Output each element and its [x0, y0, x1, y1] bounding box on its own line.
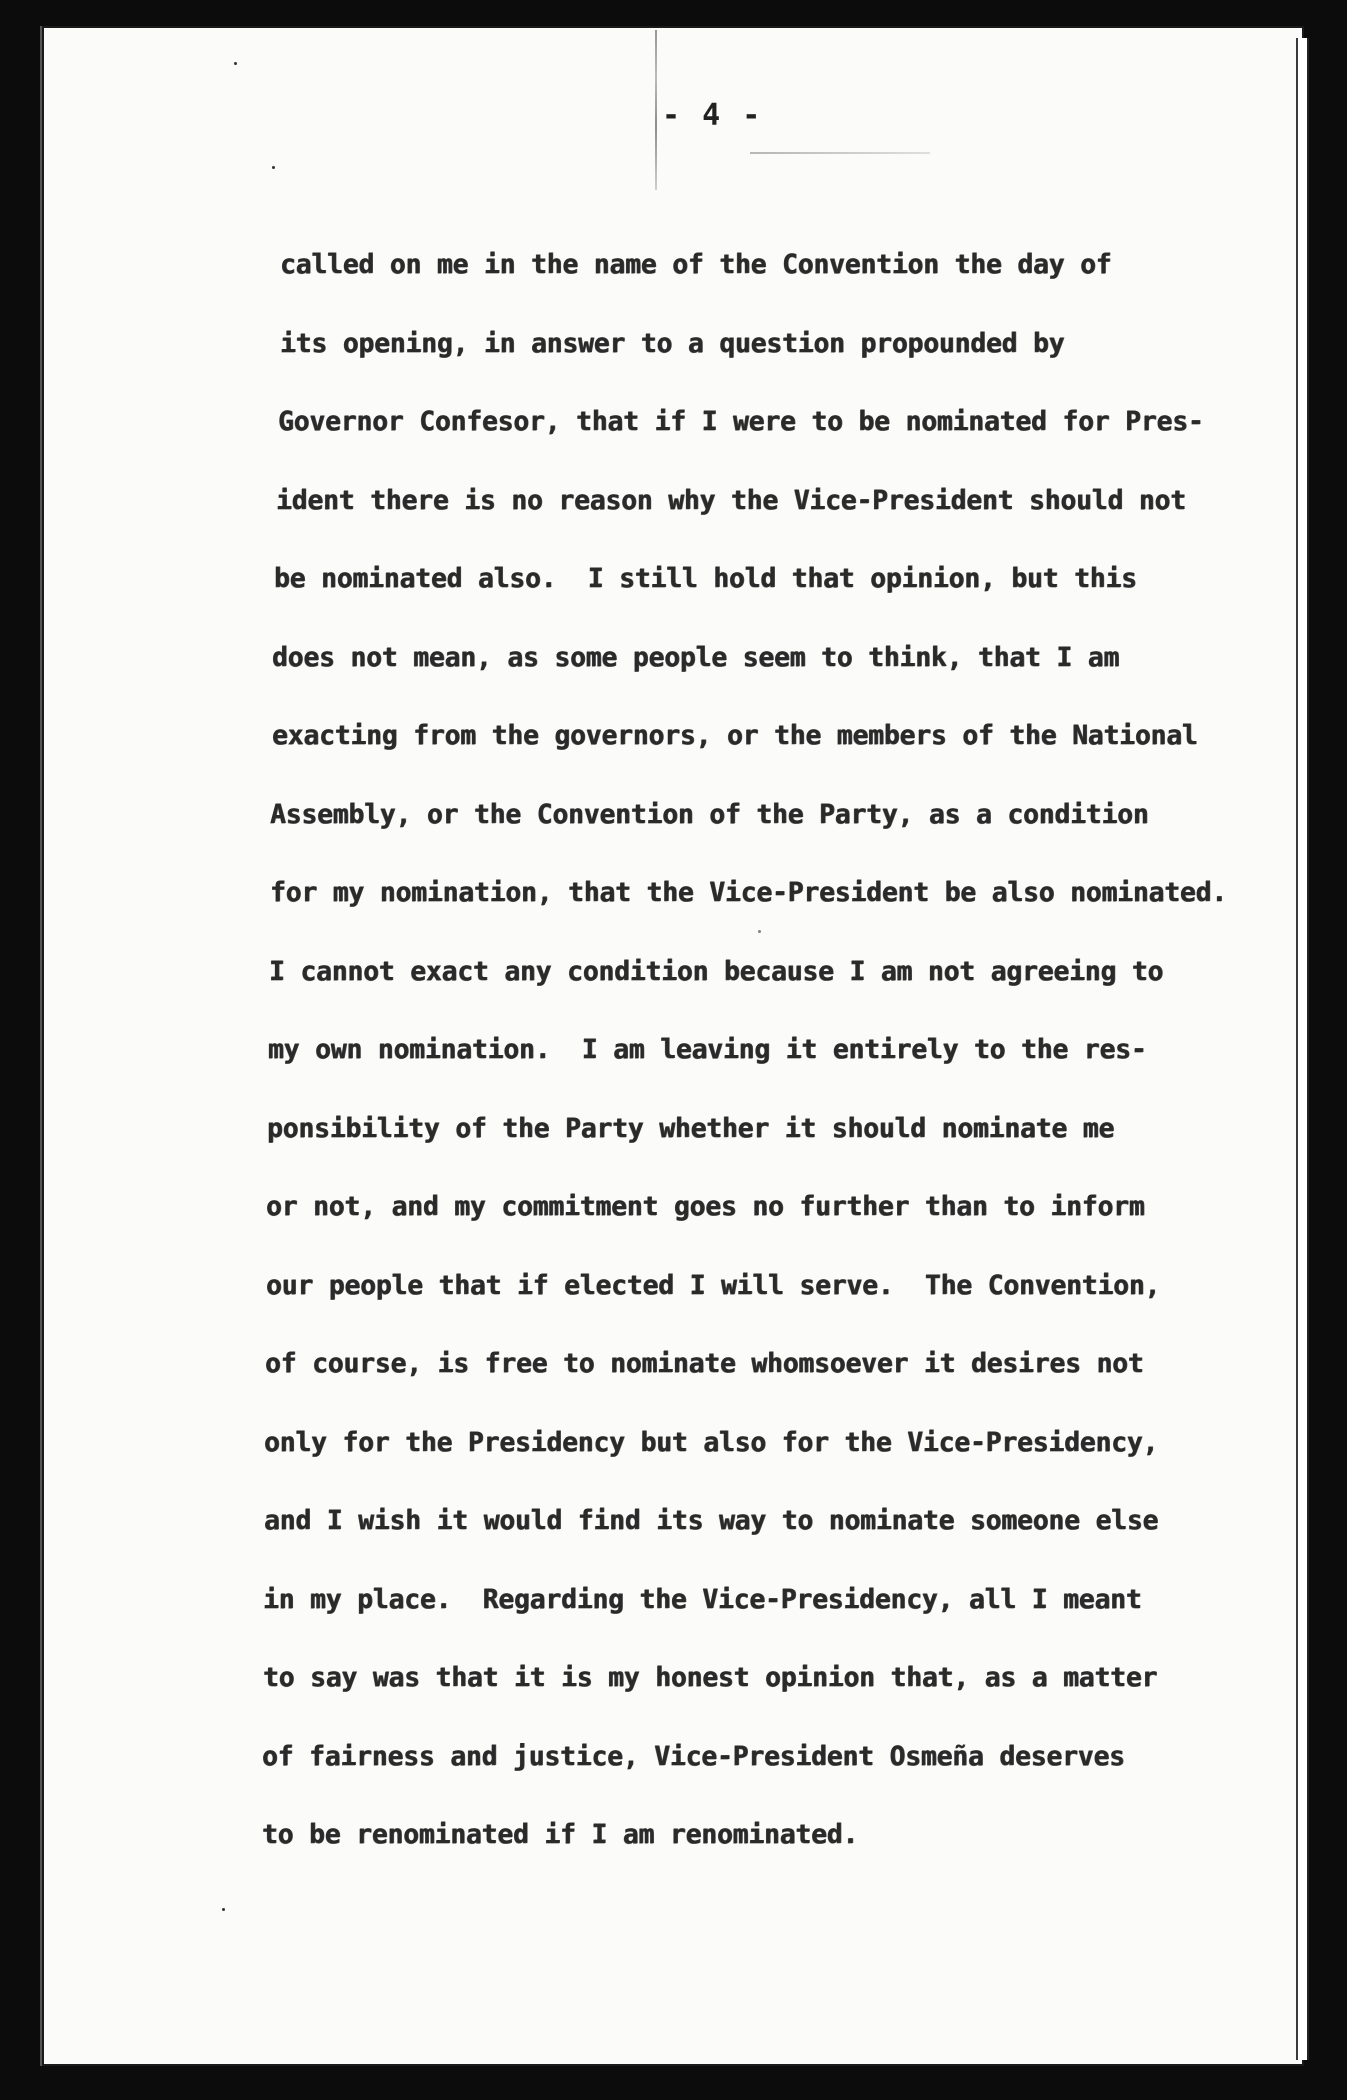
sheet-right-edge: [1296, 38, 1309, 2060]
text-line: for my nomination, that the Vice-President be also nominated.: [270, 877, 1227, 908]
text-line: does not mean, as some people seem to think, that I am: [272, 641, 1120, 673]
speck-mark: [222, 1908, 225, 1911]
page-number-rule: [655, 30, 657, 190]
text-line: Governor Confesor, that if I were to be nominated for Pres-: [278, 406, 1204, 437]
text-line: or not, and my commitment goes no further than to inform: [266, 1191, 1145, 1222]
text-line: be nominated also. I still hold that opinion, but this: [274, 563, 1137, 594]
text-line: and I wish it would find its way to nominate someone else: [264, 1505, 1159, 1536]
page-number-dash: [750, 152, 930, 154]
text-line: in my place. Regarding the Vice-Presidency, all I meant: [263, 1583, 1142, 1615]
text-line: my own nomination. I am leaving it entirely to the res-: [268, 1034, 1147, 1065]
text-line: ident there is no reason why the Vice-President should not: [276, 484, 1186, 516]
text-line: Assembly, or the Convention of the Party, as a condition: [270, 798, 1149, 830]
text-line: to say was that it is my honest opinion that, as a matter: [263, 1662, 1158, 1693]
text-line: its opening, in answer to a question propounded by: [280, 327, 1065, 359]
page-number: - 4 -: [662, 98, 763, 133]
text-line: I cannot exact any condition because I am not agreeing to: [269, 955, 1164, 987]
text-line: called on me in the name of the Convention the day of: [280, 249, 1112, 280]
text-line: exacting from the governors, or the members of the National: [272, 720, 1198, 751]
text-line: our people that if elected I will serve. The Convention,: [266, 1269, 1161, 1301]
text-line: of course, is free to nominate whomsoever it desires not: [265, 1348, 1144, 1379]
text-line: of fairness and justice, Vice-President Osmeña deserves: [262, 1740, 1125, 1772]
text-line: only for the Presidency but also for the Vice-Presidency,: [264, 1426, 1159, 1458]
speck-mark: [272, 166, 275, 169]
body-text: [262, 232, 1246, 1881]
speck-mark: [234, 62, 237, 65]
text-line: ponsibility of the Party whether it should nominate me: [267, 1112, 1115, 1144]
text-line: to be renominated if I am renominated.: [262, 1819, 859, 1850]
